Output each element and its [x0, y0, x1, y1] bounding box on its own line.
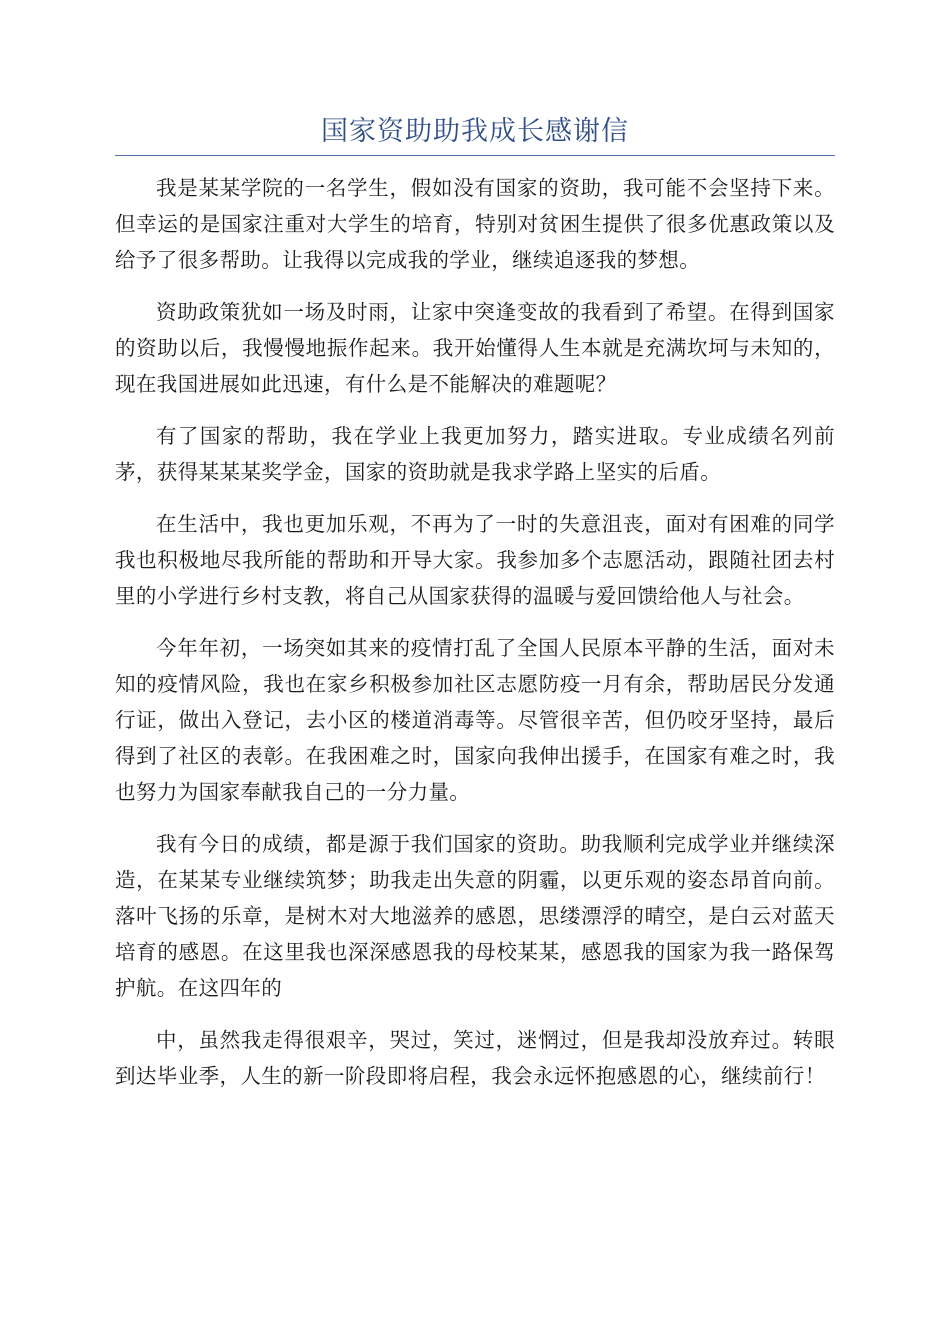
paragraph-2: 资助政策犹如一场及时雨，让家中突逢变故的我看到了希望。在得到国家的资助以后，我慢慢地振作起来。我开始懂得人生本就是充满坎坷与未知的，现在我国进展如此迅速，有什么是不能解决的难题呢？ — [115, 300, 835, 396]
paragraph-1: 我是某某学院的一名学生，假如没有国家的资助，我可能不会坚持下来。但幸运的是国家注重对大学生的培育，特别对贫困生提供了很多优惠政策以及给予了很多帮助。让我得以完成我的学业，继续追逐我的梦想。 — [115, 176, 835, 272]
paragraph-5: 今年年初，一场突如其来的疫情打乱了全国人民原本平静的生活，面对未知的疫情风险，我也在家乡积极参加社区志愿防疫一月有余，帮助居民分发通行证，做出入登记，去小区的楼道消毒等。尽管很辛苦，但仍咬牙坚持，最后得到了社区的表彰。在我困难之时，国家向我伸出援手，在国家有难之时，我也努力为国家奉献我自己的一分力量。 — [115, 636, 835, 804]
title-underline — [115, 155, 835, 156]
paragraph-3: 有了国家的帮助，我在学业上我更加努力，踏实进取。专业成绩名列前茅，获得某某某奖学金，国家的资助就是我求学路上坚实的后盾。 — [115, 424, 835, 484]
paragraph-4: 在生活中，我也更加乐观，不再为了一时的失意沮丧，面对有困难的同学我也积极地尽我所能的帮助和开导大家。我参加多个志愿活动，跟随社团去村里的小学进行乡村支教，将自己从国家获得的温暖与爱回馈给他人与社会。 — [115, 512, 835, 608]
paragraph-6: 我有今日的成绩，都是源于我们国家的资助。助我顺利完成学业并继续深造，在某某专业继续筑梦；助我走出失意的阴霾，以更乐观的姿态昂首向前。落叶飞扬的乐章，是树木对大地滋养的感恩，思缕漂浮的晴空，是白云对蓝天培育的感恩。在这里我也深深感恩我的母校某某，感恩我的国家为我一路保驾护航。在这四年的 — [115, 832, 835, 1000]
paragraph-7: 中，虽然我走得很艰辛，哭过，笑过，迷惘过，但是我却没放弃过。转眼到达毕业季，人生的新一阶段即将启程，我会永远怀抱感恩的心，继续前行！ — [115, 1028, 835, 1088]
document-body — [115, 170, 835, 1110]
document-title: 国家资助助我成长感谢信 — [321, 116, 629, 147]
